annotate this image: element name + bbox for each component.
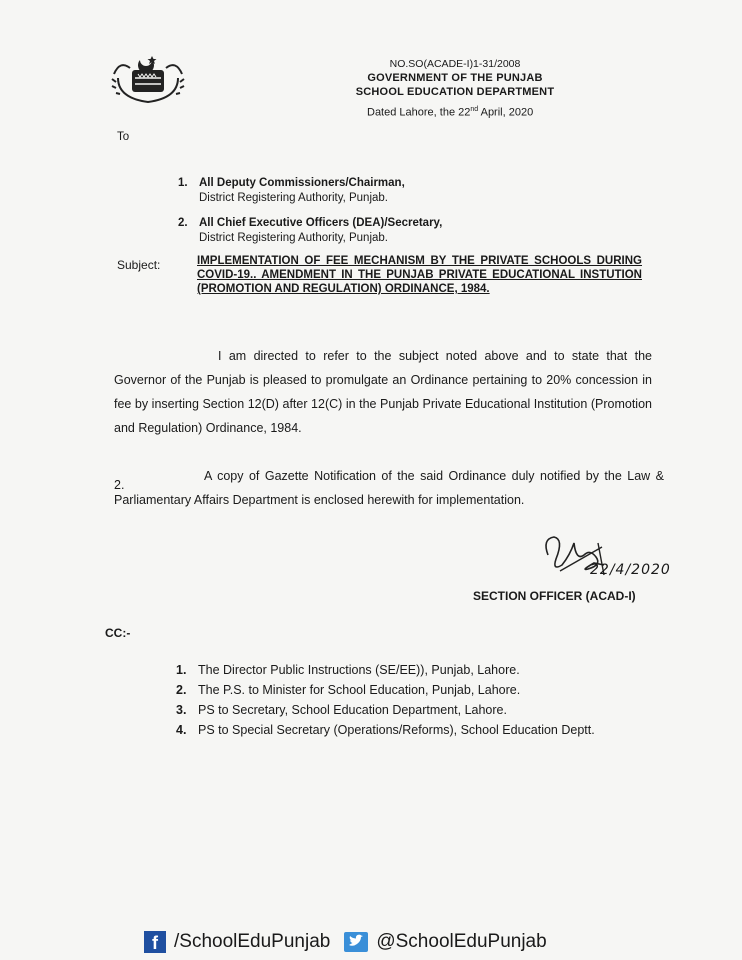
addressee-title: All Chief Executive Officers (DEA)/Secretary, [199, 217, 443, 229]
cc-item-text: PS to Special Secretary (Operations/Reforms), School Education Deptt. [198, 723, 595, 737]
reference-number: NO.SO(ACADE-I)1-31/2008 [389, 58, 521, 70]
signature-date: 22/4/2020 [590, 562, 671, 578]
addressee-1 [178, 176, 478, 208]
cc-item [176, 683, 520, 697]
cc-item-number: 1. [176, 663, 187, 677]
twitter-handle[interactable]: @SchoolEduPunjab [376, 931, 547, 952]
cc-item-text: PS to Secretary, School Education Department, Lahore. [198, 703, 507, 717]
subject-text: IMPLEMENTATION OF FEE MECHANISM BY THE PRIVATE SCHOOLS DURING COVID-19.. AMENDMENT IN THE PUNJAB PRIVATE EDUCATIONAL INSTUTION (PROMOTION AND REGULATION) ORDINANCE, 1984. [197, 255, 642, 295]
paragraph-1: I am directed to refer to the subject noted above and to state that the Governor of the Punjab is pleased to promulgate an Ordinance pertaining to 20% concession in fee by inserting Section 12(D) after 12(C) in the Punjab Private Educational Institution (Promotion and Regulation) Ordinance, 1984. [114, 349, 652, 435]
cc-item-number: 3. [176, 703, 187, 717]
to-label: To [117, 131, 130, 143]
addressee-number: 2. [178, 217, 188, 229]
twitter-icon [344, 932, 368, 952]
cc-item-number: 4. [176, 723, 187, 737]
cc-label: CC:- [105, 626, 131, 640]
date-prefix: Dated Lahore, the 22 [367, 106, 471, 119]
addressee-subtitle: District Registering Authority, Punjab. [199, 232, 388, 244]
letter-header [340, 57, 570, 99]
cc-item-text: The Director Public Instructions (SE/EE)), Punjab, Lahore. [198, 663, 520, 677]
punjab-emblem-logo [110, 48, 186, 106]
addressee-number: 1. [178, 177, 188, 189]
facebook-icon: f [144, 931, 166, 953]
cc-item [176, 723, 595, 737]
handwritten-signature [540, 525, 700, 595]
government-name: GOVERNMENT OF THE PUNJAB [367, 72, 543, 84]
addressee-title: All Deputy Commissioners/Chairman, [199, 177, 405, 189]
cc-item [176, 663, 520, 677]
department-name: SCHOOL EDUCATION DEPARTMENT [355, 86, 555, 98]
facebook-handle[interactable]: /SchoolEduPunjab [174, 931, 331, 952]
addressee-subtitle: District Registering Authority, Punjab. [199, 192, 388, 204]
subject-label: Subject: [117, 258, 161, 272]
cc-item-text: The P.S. to Minister for School Education, Punjab, Lahore. [198, 683, 521, 697]
paragraph-2: A copy of Gazette Notification of the said Ordinance duly notified by the Law & Parliamentary Affairs Department is enclosed herewith for implementation. [114, 469, 664, 507]
letter-date [367, 106, 533, 119]
signatory-designation: SECTION OFFICER (ACAD-I) [473, 589, 636, 603]
cc-item [176, 703, 507, 717]
date-suffix: April, 2020 [478, 106, 534, 119]
social-footer [144, 931, 547, 953]
date-sup: nd [470, 106, 479, 113]
cc-item-number: 2. [176, 683, 187, 697]
paragraph-2-number: 2. [114, 478, 125, 492]
addressee-2 [178, 216, 498, 248]
